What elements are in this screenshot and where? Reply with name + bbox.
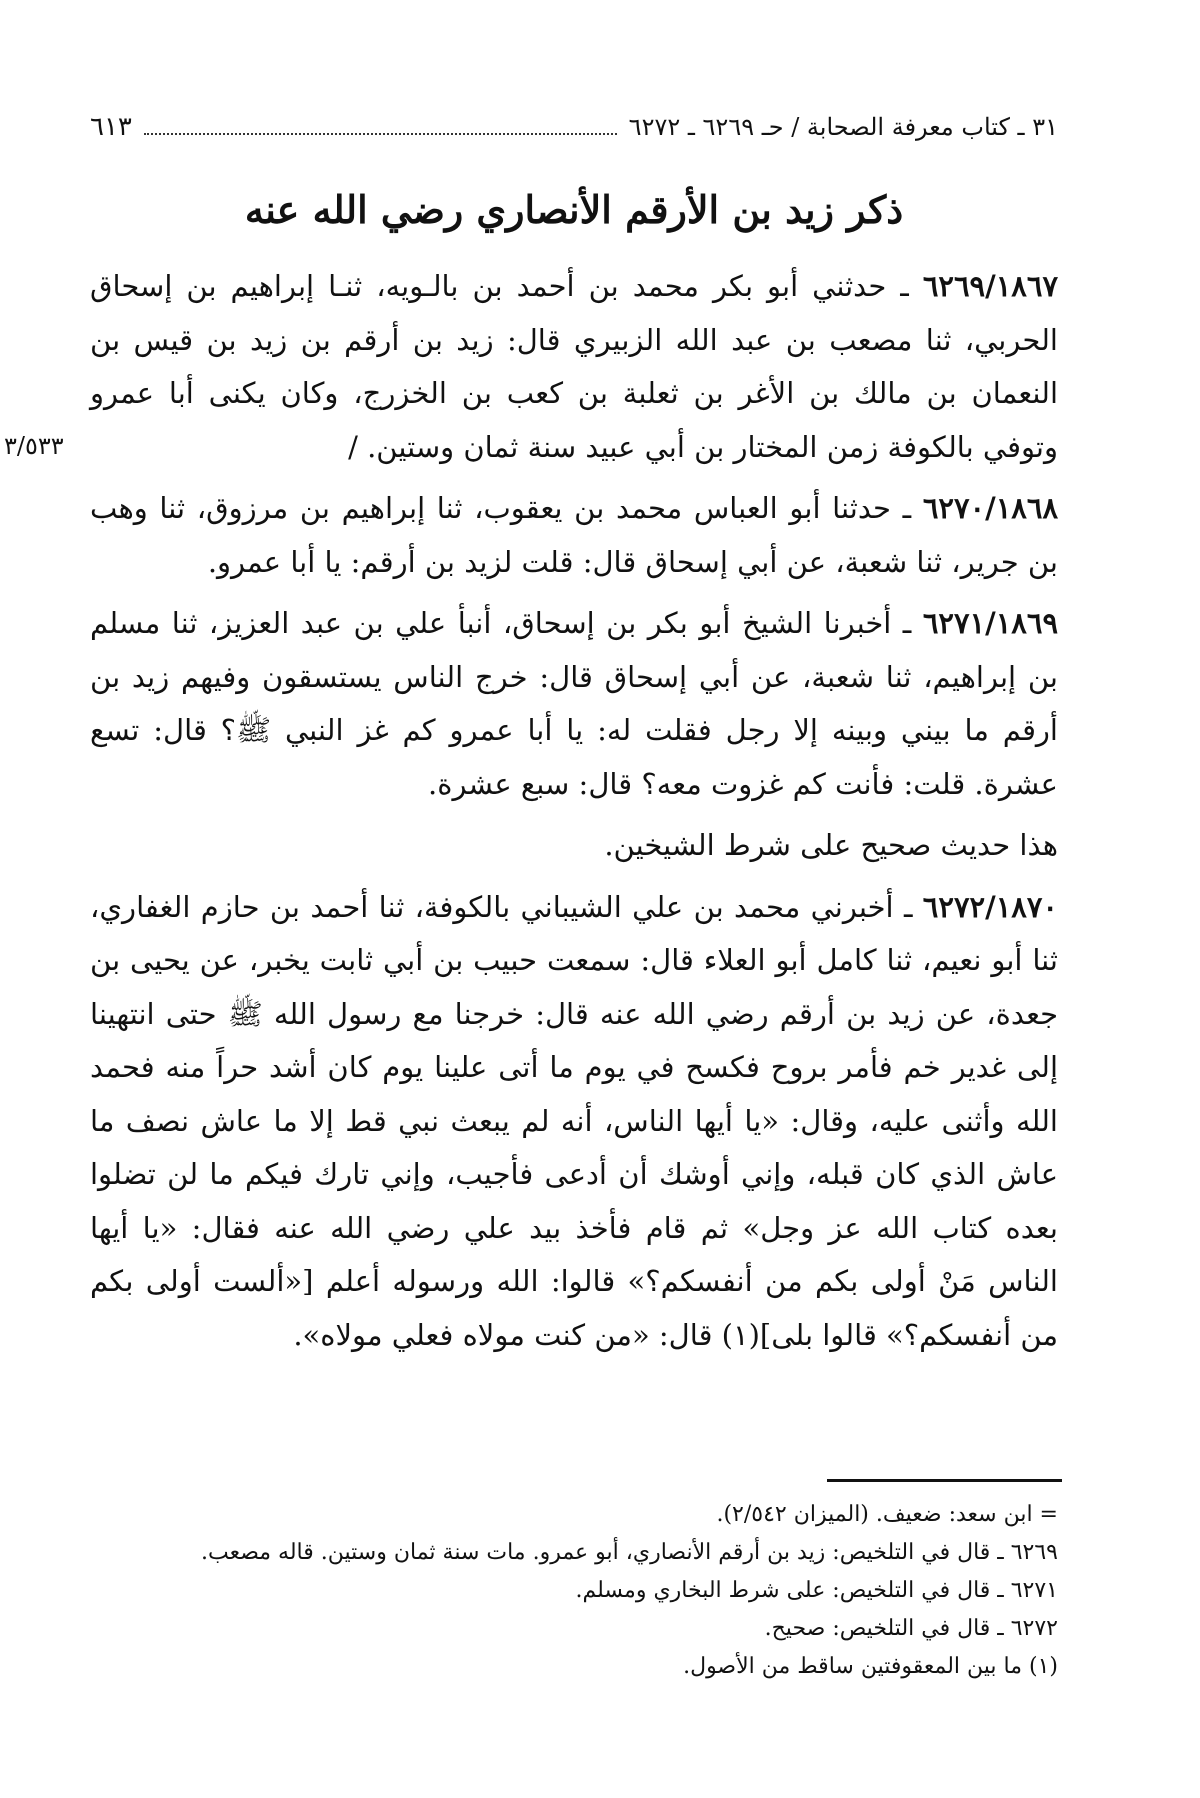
hadith-6270 (90, 482, 1058, 589)
footnotes (90, 1496, 1058, 1686)
hadith-6269 (90, 260, 1058, 474)
running-header (90, 112, 1058, 156)
hadith-comment: هذا حديث صحيح على شرط الشيخين. (604, 828, 1058, 862)
chapter-title: ذكر زيد بن الأرقم الأنصاري رضي الله عنه (244, 187, 904, 232)
hadith-text: ـ أخبرنا الشيخ أبو بكر بن إسحاق، أنبأ علي بن عبد العزيز، ثنا مسلم بن إبراهيم، ثنا شعبة، عن أبي إسحاق قال: خرج الناس يستسقون وفيهم زيد بن أرقم ما بيني وبينه إلا رجل فقلت له: يا أبا عمرو كم غز النبي ﷺ؟ قال: تسع عشرة. قلت: فأنت كم غزوت معه؟ قال: سبع عشرة. (90, 606, 1058, 801)
hadith-6271 (90, 597, 1058, 811)
header-title: ٣١ ـ كتاب معرفة الصحابة / حـ ٦٢٦٩ ـ ٦٢٧٢ (628, 113, 1058, 141)
page-number: ٦١٣ (90, 112, 132, 142)
hadith-number: ٦٢٧٠/١٨٦٨ (922, 491, 1059, 525)
footnote: ٦٢٦٩ ـ قال في التلخيص: زيد بن أرقم الأنصاري، أبو عمرو. مات سنة ثمان وستين. قاله مصعب. (200, 1540, 1058, 1565)
hadith-text: ـ حدثني أبو بكر محمد بن أحمد بن بالـويه، ثنـا إبراهيم بن إسحاق الحربي، ثنا مصعب بن عبد الله الزبيري قال: زيد بن أرقم بن زيد بن قيس بن النعمان بن مالك بن الأغر بن ثعلبة بن كعب بن الخزرج، وكان يكنى أبا عمرو وتوفي بالكوفة زمن المختار بن أبي عبيد سنة ثمان وستين. / (90, 269, 1058, 464)
hadith-text: ـ حدثنا أبو العباس محمد بن يعقوب، ثنا إبراهيم بن مرزوق، ثنا وهب بن جرير، ثنا شعبة، عن أبي إسحاق قال: قلت لزيد بن أرقم: يا أبا عمرو. (90, 491, 1058, 579)
footnote: ٦٢٧٢ ـ قال في التلخيص: صحيح. (764, 1616, 1058, 1641)
main-text (90, 260, 1058, 1370)
margin-note: ٣/٥٣٣ (4, 432, 64, 460)
footnote: (١) ما بين المعقوفتين ساقط من الأصول. (683, 1654, 1058, 1679)
hadith-6272 (90, 881, 1058, 1363)
header-dot-leader (144, 115, 617, 135)
footnote-separator (827, 1479, 1062, 1482)
footnote: ٦٢٧١ ـ قال في التلخيص: على شرط البخاري ومسلم. (575, 1578, 1058, 1603)
hadith-text: ـ أخبرني محمد بن علي الشيباني بالكوفة، ثنا أحمد بن حازم الغفاري، ثنا أبو نعيم، ثنا كامل أبو العلاء قال: سمعت حبيب بن أبي ثابت يخبر، عن يحيى بن جعدة، عن زيد بن أرقم رضي الله عنه قال: خرجنا مع رسول الله ﷺ حتى انتهينا إلى غدير خم فأمر بروح فكسح في يوم ما أتى علينا يوم كان أشد حراً منه فحمد الله وأثنى عليه، وقال: «يا أيها الناس، أنه لم يبعث نبي قط إلا ما عاش نصف ما عاش الذي كان قبله، وإني أوشك أن أدعى فأجيب، وإني تارك فيكم ما لن تضلوا بعده كتاب الله عز وجل» ثم قام فأخذ بيد علي رضي الله عنه فقال: «يا أيها الناس مَنْ أولى بكم من أنفسكم؟» قالوا: الله ورسوله أعلم [«ألست أولى بكم من أنفسكم؟» قالوا بلى](١) قال: «من كنت مولاه فعلي مولاه». (90, 889, 1058, 1352)
hadith-number: ٦٢٧٢/١٨٧٠ (922, 889, 1058, 924)
hadith-number: ٦٢٦٩/١٨٦٧ (922, 269, 1059, 303)
hadith-number: ٦٢٧١/١٨٦٩ (922, 606, 1059, 640)
footnote: = ابن سعد: ضعيف. (الميزان ٢/٥٤٢). (716, 1502, 1058, 1527)
